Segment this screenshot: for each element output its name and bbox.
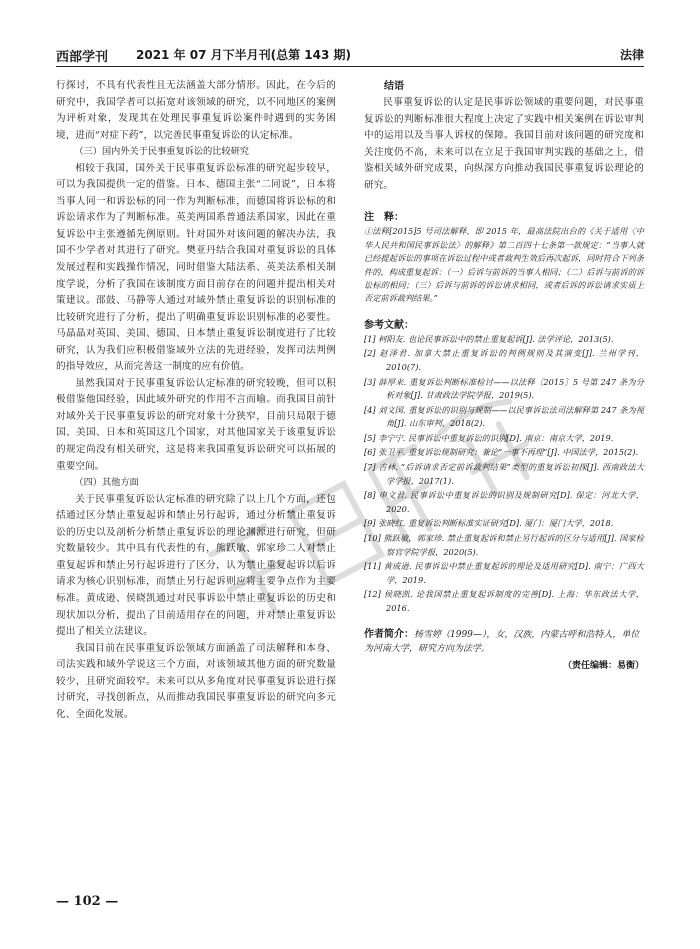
author-bio bbox=[364, 628, 644, 656]
issue-info: 2021 年 07 月下半月刊(总第 143 期) bbox=[136, 48, 352, 62]
author-label: 作者简介： bbox=[364, 628, 414, 640]
paragraph-continued: 行探讨，不具有代表性且无法涵盖大部分情形。因此，在今后的研究中，我国学者可以拓宽对该领域的研究，以不同地区的案例为评析对象，发现其在处理民事重复诉讼案件时遇到的实务困境，进而“对症下药”，以完善民事重复诉讼的认定标准。 bbox=[56, 80, 336, 141]
page-number: — 102 — bbox=[56, 894, 119, 909]
paragraph-summary: 我国目前在民事重复诉讼领域方面涵盖了司法解释和本身、司法实践和域外学说这三个方面，对该领域其他方面的研究数量较少，且研究面较窄。未来可以从多角度对民事重复诉讼进行探讨研究，寻找创新点，从而推动我国民事重复诉讼的研究向多元化、全面化发展。 bbox=[56, 642, 336, 720]
reference-item: [7] 吉林. “后诉请求否定前诉裁判结果”类型的重复诉讼初探[J]. 西南政法大学学报，2017(1). bbox=[364, 462, 644, 486]
reference-item: [6] 张卫平. 重复诉讼规制研究：兼论“一事不再理”[J]. 中国法学，2015(2). bbox=[364, 447, 639, 458]
right-column bbox=[364, 78, 644, 671]
reference-item: [3] 薛厚来. 重复诉讼判断标准检讨——以法释〔2015〕5 号第 247 条为分析对象[J]. 甘肃政法学院学报，2019(5). bbox=[364, 376, 644, 401]
reference-list bbox=[364, 333, 644, 616]
conclusion-heading: 结语 bbox=[384, 81, 404, 92]
section-label: 法律 bbox=[619, 48, 644, 62]
reference-item: [4] 刘文国. 重复诉讼的识别与规制——以民事诉讼法司法解释第 247 条为视角[J]. 山东审判，2018(2). bbox=[364, 404, 644, 429]
editor-credit: （责任编辑：易衡） bbox=[562, 660, 644, 671]
paragraph-other-aspects: 关于民事重复诉讼认定标准的研究除了以上几个方面，还包括通过区分禁止重复起诉和禁止另行起诉，通过分析禁止重复诉讼的历史以及剖析分析禁止重复诉讼的理论渊源进行研究，但研究数量较少。其中具有代表性的有，熊跃敏、郭家珍二人对禁止重复起诉和禁止另行起诉进行了区分，认为禁止重复起诉以后诉请求为核心识别标准，而禁止另行起诉则应将主要争点作为主要标准。黄成逊、侯晓凯通过对民事诉讼中禁止重复诉讼的历史和现状加以分析，提出了目前适用存在的问题，并对禁止重复诉讼提出了相关立法建议。 bbox=[56, 493, 336, 638]
journal-name: 西部学刊 bbox=[56, 50, 109, 65]
paragraph-domestic-scope: 虽然我国对于民事重复诉讼认定标准的研究较晚，但可以积极借鉴他国经验，因此域外研究的作用不言而喻。而我国目前针对域外关于民事重复诉讼的研究对象十分狭窄，目前只局限于德国、美国、日本和英国这几个国家，对其他国家关于该重复诉讼的规定尚没有相关研究，这是将来我国重复诉讼研究可以拓展的重要空间。 bbox=[56, 377, 336, 472]
reference-item: [12] 侯晓凯. 论我国禁止重复起诉制度的完善[D]. 上海：华东政法大学，2016. bbox=[364, 589, 644, 613]
reference-item: [2] 赵泽君. 加拿大禁止重复诉讼的判例规则及其演变[J]. 兰州学刊，2010(7). bbox=[364, 348, 644, 372]
reference-item: [1] 柯阳友. 也论民事诉讼中的禁止重复起诉[J]. 法学评论，2013(5). bbox=[364, 333, 614, 344]
notes-heading: 注 释： bbox=[364, 212, 404, 224]
reference-item: [5] 李宁宁. 民事诉讼中重复诉讼的识别[D]. 南京：南京大学，2019. bbox=[364, 432, 614, 443]
running-header bbox=[56, 44, 644, 67]
reference-item: [9] 张晓红. 重复诉讼判断标准实证研究[D]. 厦门：厦门大学，2018. bbox=[364, 518, 614, 529]
conclusion-paragraph: 民事重复诉讼的认定是民事诉讼领域的重要问题，对民事重复诉讼的判断标准很大程度上决定了实践中相关案例在诉讼审判中的运用以及当事人诉权的保障。我国目前对该问题的研究度和关注度仍不高，未来可以在立足于我国审判实践的基础之上，借鉴相关域外研究成果，向纵深方向推动我国民事重复诉讼理论的研究。 bbox=[364, 97, 644, 191]
reference-item: [11] 黄成逊. 民事诉讼中禁止重复起诉的理论及适用研究[D]. 南宁：广西大学，2019. bbox=[364, 561, 644, 585]
subheading-comparative-study: （三）国内外关于民事重复诉讼的比较研究 bbox=[74, 146, 249, 158]
paragraph-foreign-study: 相较于我国，国外关于民事重复诉讼标准的研究起步较早，可以为我国提供一定的借鉴。日本、德国主张“二同说”，日本将当事人同一和诉讼标的同一作为判断标准，而德国将诉讼标的和诉讼请求作为了判断标准。英美两国系普通法系国家，因此在重复诉讼中主张遵循先例原则。针对国外对该问题的解决办法，我国不少学者对其进行了研究。樊亚丹结合我国对重复诉讼的具体发展过程和实践操作情况，同时借鉴大陆法系、英美法系相关制度学说，分析了我国在该制度方面目前存在的问题并提出相关对策建议。邵鼓、马静等人通过对域外禁止重复诉讼的识别标准的比较研究进行了分析，提出了明确重复诉讼识别标准的必要性。马晶晶对英国、美国、德国、日本禁止重复诉讼制度进行了比较研究，认为我们应积极借鉴域外立法的先进经验，发挥司法判例的指导效应，从而完善这一制度的应有价值。 bbox=[56, 162, 336, 373]
reference-item: [10] 熊跃敏，郭家珍. 禁止重复起诉和禁止另行起诉的区分与适用[J]. 国家检察官学院学报，2020(5). bbox=[364, 533, 644, 557]
reference-item: [8] 申文君. 民事诉讼中重复诉讼的识别及规制研究[D]. 保定：河北大学，2020. bbox=[364, 490, 644, 514]
footnote-1: ①法释[2015]5 号司法解释，即 2015 年，最高法院出台的《关于适用〈中华人民共和国民事诉讼法〉的解释》第二百四十七条第一款规定：“当事人就已经提起诉讼的事项在诉讼过程中或者裁判生效后再次起诉，同时符合下列条件的，构成重复起诉：（一）后诉与前诉的当事人相同；（二）后诉与前诉的诉讼标的相同；（三）后诉与前诉的诉讼请求相同，或者后诉的诉讼请求实质上否定前诉裁判结果。” bbox=[364, 226, 644, 304]
references-heading: 参考文献： bbox=[364, 319, 414, 331]
author-text: 杨雪婷（1999—），女，汉族，内蒙古呼和浩特人，单位为河南大学，研究方向为法学。 bbox=[364, 629, 640, 654]
left-column bbox=[56, 78, 336, 723]
subheading-other-aspects: （四）其他方面 bbox=[74, 477, 139, 489]
